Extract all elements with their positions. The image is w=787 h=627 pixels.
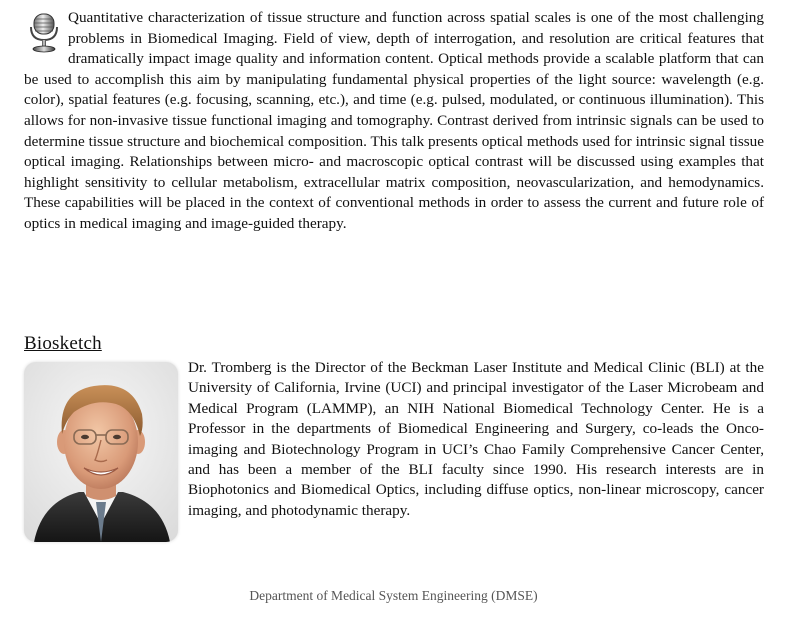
abstract-text: Quantitative characterization of tissue structure and function across spatial scales is one of the most challenging problems in Biomedical Imaging. Field of view, depth of interrogation, and resolution are critical features that dramatically impact image quality and information content. Optical methods provide a scalable platform that can be used to accomplish this aim by manipulating fundamental physical properties of the light source: wavelength (e.g. color), spatial features (e.g. focusing, scanning, etc.), and time (e.g. pulsed, modulated, or continuous illumination). This allows for non-invasive tissue functional imaging and tomography. Contrast derived from intrinsic signals can be used to determine tissue structure and biochemical composition. This talk presents optical methods used for intrinsic signal tissue optical imaging. Relationships between micro- and macroscopic optical contrast will be discussed using examples that highlight sensitivity to cellular metabolism, extracellular matrix composition, neovascularization, and hemodynamics. These capabilities will be placed in the context of conventional methods in order to assess the current and future role of optics in medical imaging and image-guided therapy. [24, 9, 764, 232]
speaker-portrait [24, 362, 178, 542]
biosketch-heading: Biosketch [24, 333, 102, 354]
footer-department: Department of Medical System Engineering (DMSE) [249, 588, 538, 603]
microphone-icon [22, 10, 66, 54]
abstract-section [24, 8, 764, 235]
biosketch-text: Dr. Tromberg is the Director of the Beckman Laser Institute and Medical Clinic (BLI) at the University of California, Irvine (UCI) and principal investigator of the Laser Microbeam and Medical Program (LAMMP), an NIH National Biomedical Technology Center. He is a Professor in the departments of Biomedical Engineering and Surgery, co-leads the Onco-imaging and Biotechnology Program in UCI’s Chao Family Comprehensive Cancer Center, and has been a member of the BLI faculty since 1990. His research interests are in Biophotonics and Biomedical Optics, including diffuse optics, non-linear microscopy, cancer imaging, and photodynamic therapy. [188, 359, 764, 519]
